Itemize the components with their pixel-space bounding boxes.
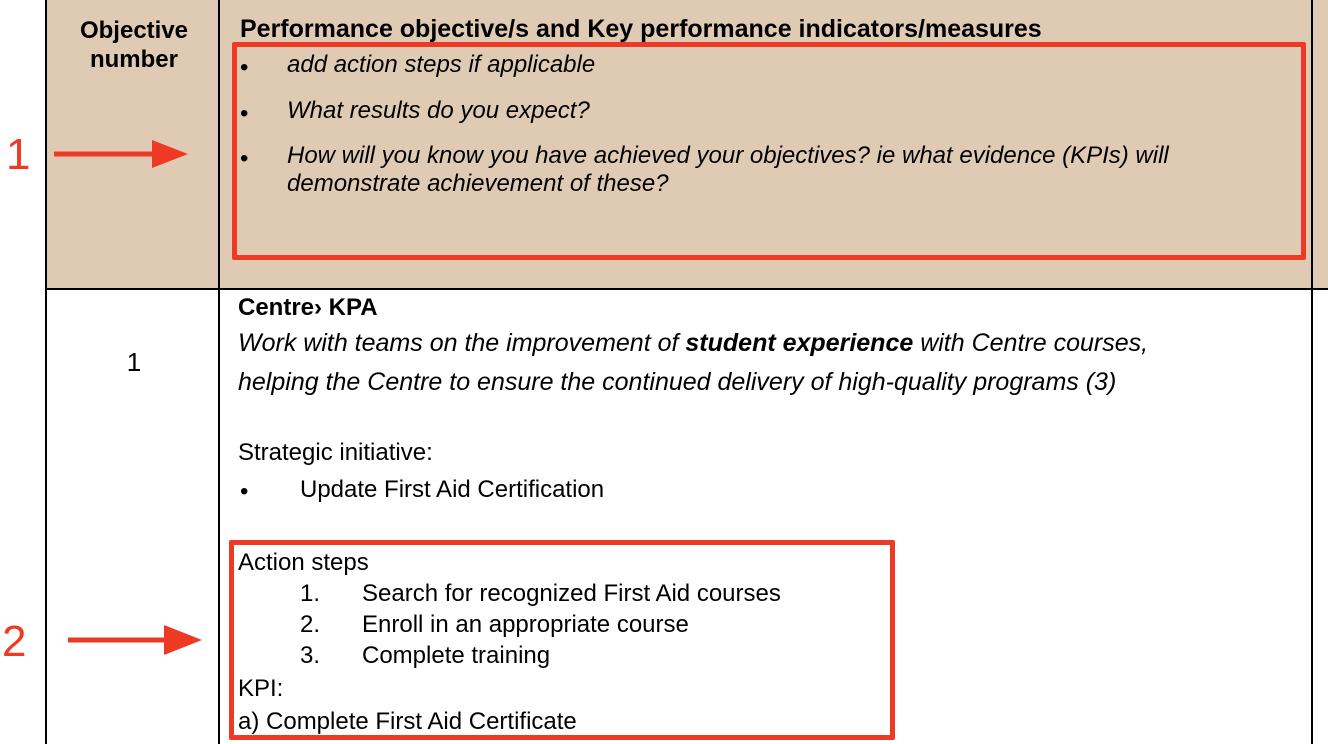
callout-number-1: 1 (6, 130, 31, 179)
highlight-box-1 (232, 42, 1306, 260)
performance-objectives-header: Performance objective/s and Key performance indicators/measures (240, 15, 1042, 43)
bullet-icon: • (240, 54, 249, 81)
column-divider (218, 0, 220, 744)
action-steps-label: Action steps (238, 549, 369, 576)
bullet-item: add action steps if applicable (287, 51, 596, 78)
action-step-text: Complete training (362, 642, 551, 669)
action-step-text: Enroll in an appropriate course (362, 611, 689, 638)
table-right-border (1311, 0, 1313, 744)
kpi-label: KPI: (238, 675, 284, 702)
arrow-right-icon (68, 623, 204, 657)
bullet-icon: • (240, 145, 249, 172)
kpi-item: a) Complete First Aid Certificate (238, 708, 577, 735)
action-step-text: Search for recognized First Aid courses (362, 580, 781, 607)
step-number: 2. (300, 611, 321, 638)
arrow-right-icon (54, 138, 190, 170)
strategic-initiative-item: Update First Aid Certification (300, 476, 605, 503)
kpa-emphasis: student experience (685, 329, 914, 357)
step-number: 3. (300, 642, 321, 669)
kpa-description-line1 (238, 328, 1148, 359)
kpa-text: with Centre courses, (913, 329, 1149, 357)
step-number: 1. (300, 580, 321, 607)
strategic-initiative-label: Strategic initiative: (238, 439, 433, 466)
table-left-border (45, 0, 47, 744)
kpa-title: Centre› KPA (238, 294, 378, 321)
highlight-box-2 (229, 540, 895, 740)
bullet-icon: • (240, 478, 249, 505)
callout-number-2: 2 (2, 617, 27, 666)
objective-number-header: Objective number (79, 17, 189, 73)
kpa-description-line2: helping the Centre to ensure the continued delivery of high-quality programs (3) (238, 368, 1117, 396)
bullet-item-continuation: demonstrate achievement of these? (287, 170, 669, 197)
kpa-text: Work with teams on the improvement of (238, 329, 686, 357)
objective-number-cell: 1 (126, 347, 142, 377)
bullet-item: What results do you expect? (287, 97, 590, 124)
bullet-item: How will you know you have achieved your objectives? ie what evidence (KPIs) will (287, 142, 1169, 169)
bullet-icon: • (240, 100, 249, 127)
row-divider (45, 288, 1328, 290)
